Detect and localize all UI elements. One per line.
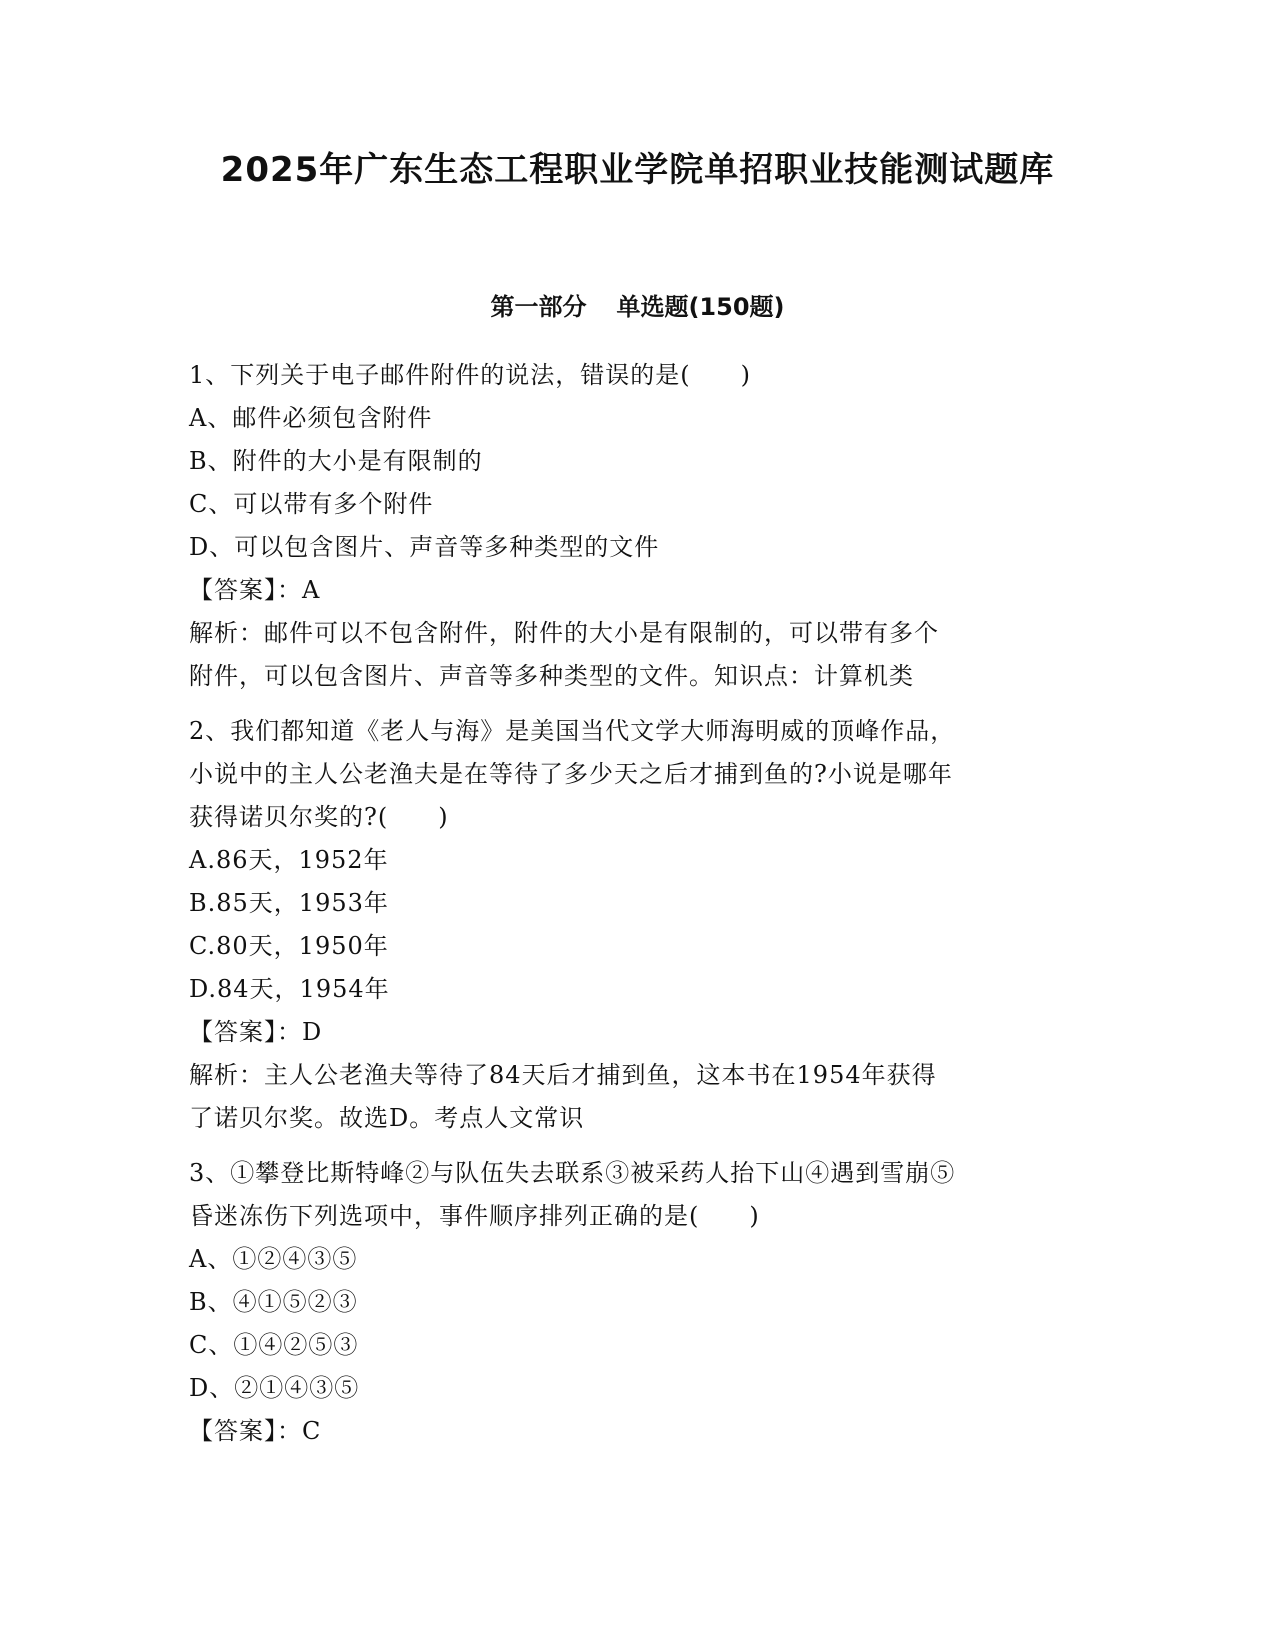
option-d: D、②①④③⑤: [189, 1374, 360, 1402]
question-stem: 3、①攀登比斯特峰②与队伍失去联系③被采药人抬下山④遇到雪崩⑤: [189, 1159, 956, 1187]
answer-value: D: [302, 1018, 323, 1046]
section-part: 第一部分: [490, 293, 587, 321]
document-title: 2025年广东生态工程职业学院单招职业技能测试题库: [220, 150, 1055, 190]
section-heading: [0, 290, 1275, 324]
answer-label: 【答案】：: [189, 1018, 302, 1046]
answer-label: 【答案】：: [189, 1417, 302, 1445]
answer-line: [189, 569, 1089, 612]
option-b: B.85天，1953年: [189, 889, 389, 917]
analysis-line: 解析：邮件可以不包含附件，附件的大小是有限制的，可以带有多个: [189, 619, 939, 647]
option-c: C、可以带有多个附件: [189, 490, 434, 518]
option-a: A.86天，1952年: [189, 846, 389, 874]
option-c: C、①④②⑤③: [189, 1331, 359, 1359]
answer-line: [189, 1011, 1089, 1054]
answer-value: A: [302, 576, 321, 604]
question-list: [189, 354, 1089, 1465]
analysis-line: 附件，可以包含图片、声音等多种类型的文件。知识点：计算机类: [189, 662, 914, 690]
answer-label: 【答案】：: [189, 576, 302, 604]
question-stem: 昏迷冻伤下列选项中，事件顺序排列正确的是( ): [189, 1202, 760, 1230]
question-1: [189, 354, 1089, 698]
answer-value: C: [302, 1417, 322, 1445]
option-a: A、①②④③⑤: [189, 1245, 358, 1273]
question-stem: 获得诺贝尔奖的?( ): [189, 803, 449, 831]
analysis-line: 了诺贝尔奖。故选D。考点人文常识: [189, 1104, 585, 1132]
option-b: B、附件的大小是有限制的: [189, 447, 483, 475]
question-3: [189, 1152, 1089, 1453]
option-c: C.80天，1950年: [189, 932, 389, 960]
option-d: D.84天，1954年: [189, 975, 390, 1003]
option-d: D、可以包含图片、声音等多种类型的文件: [189, 533, 660, 561]
question-stem: 2、我们都知道《老人与海》是美国当代文学大师海明威的顶峰作品，: [189, 717, 956, 745]
question-stem: 1、下列关于电子邮件附件的说法，错误的是( ): [189, 361, 751, 389]
question-2: [189, 710, 1089, 1140]
analysis-line: 解析：主人公老渔夫等待了84天后才捕到鱼，这本书在1954年获得: [189, 1061, 937, 1089]
question-stem: 小说中的主人公老渔夫是在等待了多少天之后才捕到鱼的?小说是哪年: [189, 760, 953, 788]
option-a: A、邮件必须包含附件: [189, 404, 433, 432]
option-b: B、④①⑤②③: [189, 1288, 358, 1316]
answer-line: [189, 1410, 1089, 1453]
section-name: 单选题(150题): [616, 293, 785, 321]
